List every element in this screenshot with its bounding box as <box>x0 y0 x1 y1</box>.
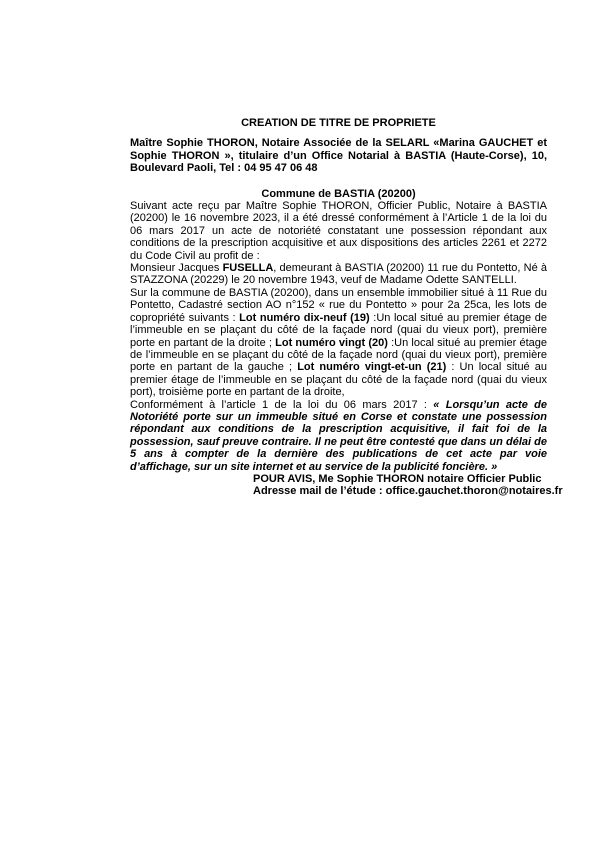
text-run: : Un local situé au premier étage de l’immeuble en se plaçant du côté de la façade nord (quai du vieux port), troisième porte en partant de la droite, <box>130 361 548 399</box>
text-run: Conformément à l’article 1 de la loi du 06 mars 2017 : <box>130 398 434 411</box>
text-run: Lot numéro vingt-et-un (21) <box>297 361 447 374</box>
text-run: « Lorsqu’un acte de Notoriété porte sur un immeuble situé en Corse et constate une possession répondant aux conditions de la prescription acquisitive, il fait foi de la possession, sauf preuve contraire. Il ne peut être contesté que dans un délai de 5 ans à compter de la dernière des publications de cet acte par voie d’affichage, sur un site internet et au service de la publicité foncière. » <box>130 398 547 473</box>
text-run: Lot numéro vingt (20) <box>275 336 388 349</box>
paragraph <box>130 399 547 473</box>
text-run: Sur la commune de BASTIA (20200), dans un ensemble immobilier situé à 11 Rue du Pontetto, Cadastré section AO n°152 « rue du Pontetto » pour 2a 25ca, les lots de copropriété suivants : <box>130 286 547 324</box>
paragraph <box>130 287 547 399</box>
closing-block <box>130 472 563 498</box>
text-run: Lot numéro dix-neuf (19) <box>239 311 370 324</box>
text-run: Suivant acte reçu par Maître Sophie THORON, Officier Public, Notaire à BASTIA (20200) le 16 novembre 2023, il a été dressé conformément à l’Article 1 de la loi du 06 mars 2017 un acte de notoriété constatant une possession répondant aux conditions de la prescription acquisitive et aux dispositions des articles 2261 et 2272 du Code Civil au profit de : <box>130 200 547 262</box>
commune-heading: Commune de BASTIA (20200) <box>261 187 416 200</box>
body-paragraphs <box>130 200 547 473</box>
text-run: FUSELLA <box>222 262 274 275</box>
pour-avis-line: POUR AVIS, Me Sophie THORON notaire Officier Public <box>253 472 542 485</box>
text-run: Monsieur Jacques <box>130 262 223 275</box>
paragraph <box>130 262 547 287</box>
paragraph <box>130 200 547 262</box>
notary-header: Maître Sophie THORON, Notaire Associée de la SELARL «Marina GAUCHET et Sophie THORON », titulaire d’un Office Notarial à BASTIA (Haute-Corse), 10, Boulevard Paoli, Tel : 04 95 47 06 48 <box>130 137 547 175</box>
notice-content <box>130 117 563 498</box>
text-run: , demeurant à BASTIA (20200) 11 rue du Pontetto, Né à STAZZONA (20229) le 20 novembre 1943, veuf de Madame Odette SANTELLI. <box>130 262 547 287</box>
text-run: :Un local situé au premier étage de l’immeuble en se plaçant du côté de la façade nord (quai du vieux port), première porte en partant de la droite ; <box>130 311 547 349</box>
text-run: :Un local situé au premier étage de l’immeuble en se plaçant du côté de la façade nord (quai du vieux port), première porte en partant de la gauche ; <box>130 336 547 374</box>
document-title: CREATION DE TITRE DE PROPRIETE <box>241 117 436 129</box>
email-line: Adresse mail de l’étude : office.gauchet.thoron@notaires.fr <box>253 485 563 498</box>
